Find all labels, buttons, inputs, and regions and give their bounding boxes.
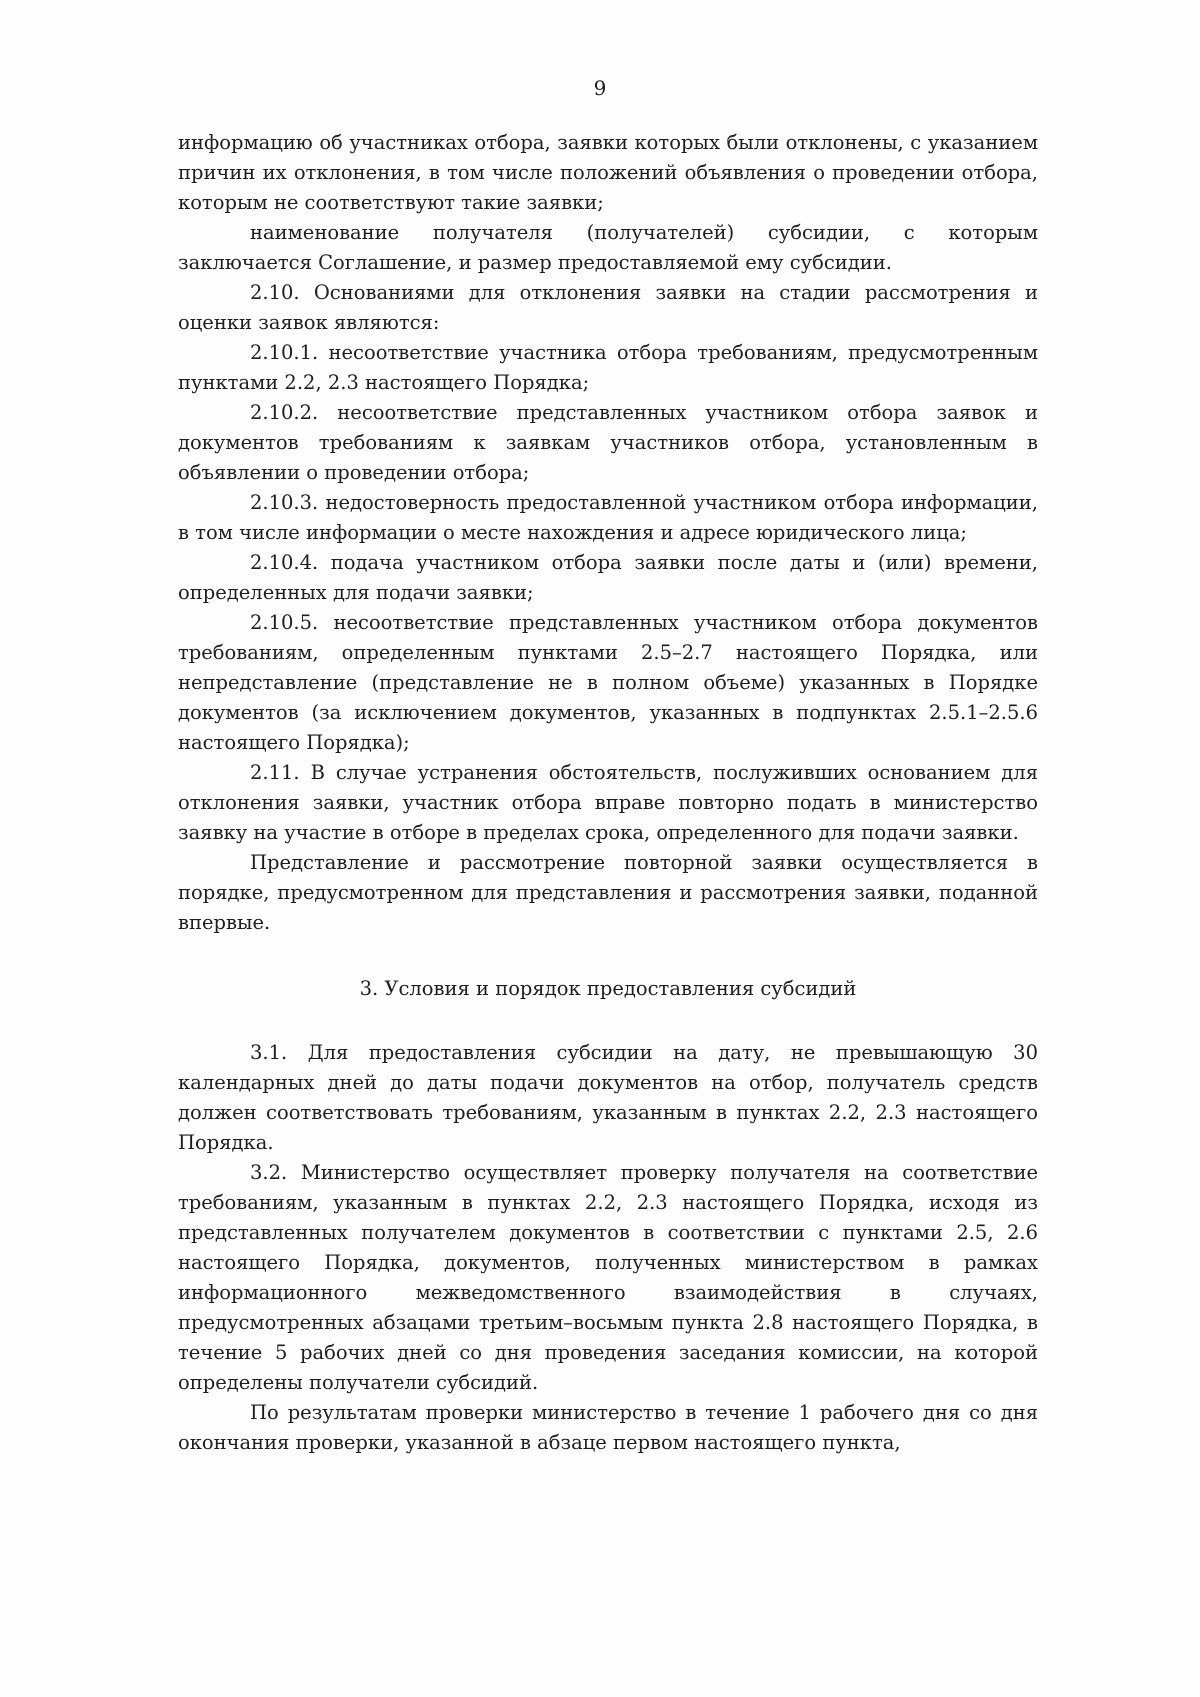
paragraph-repeat-application: Представление и рассмотрение повторной заявки осуществляется в порядке, предусмотренном для представления и рассмотрения заявки, поданной впервые. bbox=[178, 851, 1038, 934]
section-heading-3: 3. Условия и порядок предоставления субсидий bbox=[359, 977, 857, 1000]
paragraph-2-10-5: 2.10.5. несоответствие представленных участником отбора документов требованиям, определенным пунктами 2.5–2.7 настоящего Порядка, или непредставление (представление не в полном объеме) указанных в Порядке документов (за исключением документов, указанных в подпунктах 2.5.1–2.5.6 настоящего Порядка); bbox=[178, 611, 1038, 754]
paragraph-recipient-name: наименование получателя (получателей) субсидии, с которым заключается Соглашение, и размер предоставляемой ему субсидии. bbox=[178, 221, 1038, 274]
paragraph-2-10-1: 2.10.1. несоответствие участника отбора требованиям, предусмотренным пунктами 2.2, 2.3 настоящего Порядка; bbox=[178, 341, 1038, 394]
paragraph-2-10: 2.10. Основаниями для отклонения заявки на стадии рассмотрения и оценки заявок являются: bbox=[178, 281, 1038, 334]
paragraph-2-10-2: 2.10.2. несоответствие представленных участником отбора заявок и документов требованиям к заявкам участников отбора, установленным в объявлении о проведении отбора; bbox=[178, 401, 1038, 484]
paragraph-continuation: информацию об участниках отбора, заявки которых были отклонены, с указанием причин их отклонения, в том числе положений объявления о проведении отбора, которым не соответствуют такие заявки; bbox=[178, 131, 1038, 214]
paragraph-2-10-3: 2.10.3. недостоверность предоставленной участником отбора информации, в том числе информации о месте нахождения и адресе юридического лица; bbox=[178, 491, 1038, 544]
paragraph-2-10-4: 2.10.4. подача участником отбора заявки после даты и (или) времени, определенных для подачи заявки; bbox=[178, 551, 1038, 604]
paragraph-2-11: 2.11. В случае устранения обстоятельств, послуживших основанием для отклонения заявки, участник отбора вправе повторно подать в министерство заявку на участие в отборе в пределах срока, определенного для подачи заявки. bbox=[178, 761, 1038, 844]
page-number: 9 bbox=[593, 76, 607, 100]
document-body bbox=[178, 128, 1038, 1458]
paragraph-3-2: 3.2. Министерство осуществляет проверку получателя на соответствие требованиям, указанным в пунктах 2.2, 2.3 настоящего Порядка, исходя из представленных получателем документов в соответствии с пунктами 2.5, 2.6 настоящего Порядка, документов, полученных министерством в рамках информационного межведомственного взаимодействия в случаях, предусмотренных абзацами третьим–восьмым пункта 2.8 настоящего Порядка, в течение 5 рабочих дней со дня проведения заседания комиссии, на которой определены получатели субсидий. bbox=[178, 1161, 1038, 1394]
paragraph-3-1: 3.1. Для предоставления субсидии на дату, не превышающую 30 календарных дней до даты подачи документов на отбор, получатель средств должен соответствовать требованиям, указанным в пунктах 2.2, 2.3 настоящего Порядка. bbox=[178, 1041, 1038, 1154]
paragraph-check-results: По результатам проверки министерство в течение 1 рабочего дня со дня окончания проверки, указанной в абзаце первом настоящего пункта, bbox=[178, 1401, 1038, 1454]
